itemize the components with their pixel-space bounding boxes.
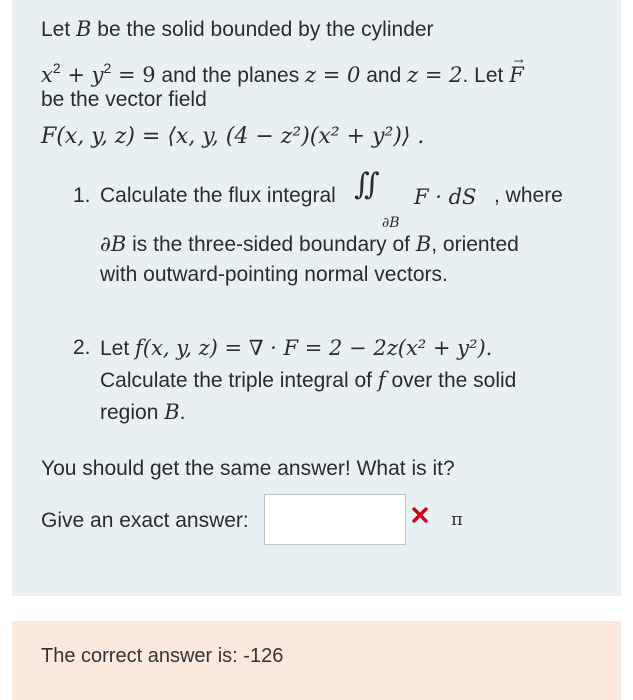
let-text: . Let <box>462 64 510 87</box>
same-answer-prompt: You should get the same answer! What is it? <box>41 457 455 480</box>
field-rhs: ⟨x, y, (4 − z²)(x² + y²)⟩ . <box>167 124 425 149</box>
boundary-dB: ∂B <box>100 232 127 256</box>
double-integral-symbol: ∬ <box>354 167 380 202</box>
item-2-number: 2. <box>73 336 91 359</box>
function-f: f <box>377 368 386 392</box>
item-1-line-1 <box>100 183 336 209</box>
intro-text-rest: be the solid bounded by the cylinder <box>91 18 434 41</box>
cylinder-rhs: = 9 <box>111 63 156 87</box>
item-1-text: Calculate the flux integral <box>100 184 336 207</box>
item-1-where: , where <box>494 184 563 207</box>
integral-subscript: ∂B <box>382 215 400 231</box>
plane-z-0: z = 0 <box>305 63 361 87</box>
field-lhs: F(x, y, z) = <box>41 124 168 149</box>
vector-F: F → <box>509 62 524 88</box>
flux-integrand: F · dS <box>414 185 477 209</box>
item-2-line-2 <box>100 367 516 394</box>
item-2-line-2-rest: over the solid <box>385 369 517 392</box>
item-1-line-2-end: , oriented <box>431 233 519 256</box>
period: . <box>179 401 186 424</box>
item-1-number: 1. <box>73 184 91 207</box>
item-1-line-2-text: is the three-sided boundary of <box>126 233 416 256</box>
intro-text: Let <box>41 18 77 41</box>
intro-line-1 <box>41 16 434 43</box>
divergence-formula: f(x, y, z) = ∇ · F = 2 − 2z(x² + y²). <box>135 336 493 360</box>
intro-line-2: $x^2 + y^2 = 9$ and the planes z = 0 and z = 2. Let F → <box>41 55 524 89</box>
answer-label: Give an exact answer: <box>41 509 249 532</box>
item-2-text: Let <box>100 337 136 360</box>
solid-B: B <box>76 17 92 41</box>
vector-field-definition <box>41 124 424 150</box>
item-1-line-3: with outward-pointing normal vectors. <box>100 263 448 286</box>
var-x: x <box>41 63 53 87</box>
item-2-line-3 <box>100 399 186 426</box>
and-text: and <box>360 64 408 87</box>
item-2-line-2-text: Calculate the triple integral of <box>100 369 378 392</box>
solid-B-ref: B <box>415 232 432 256</box>
plus-sign: + <box>60 63 92 87</box>
plane-z-2: z = 2 <box>407 63 463 87</box>
pi-symbol-button[interactable]: π <box>451 509 463 530</box>
incorrect-x-icon <box>411 506 429 524</box>
intro-line-3: be the vector field <box>41 88 207 111</box>
region-text: region <box>100 401 165 424</box>
and-the-planes: and the planes <box>155 64 306 87</box>
answer-input[interactable] <box>264 494 406 545</box>
region-B: B <box>164 400 180 424</box>
item-1-line-2 <box>100 231 519 258</box>
correct-answer-text: The correct answer is: -126 <box>41 645 284 667</box>
item-2-line-1 <box>100 335 492 362</box>
var-y: y <box>91 63 104 87</box>
